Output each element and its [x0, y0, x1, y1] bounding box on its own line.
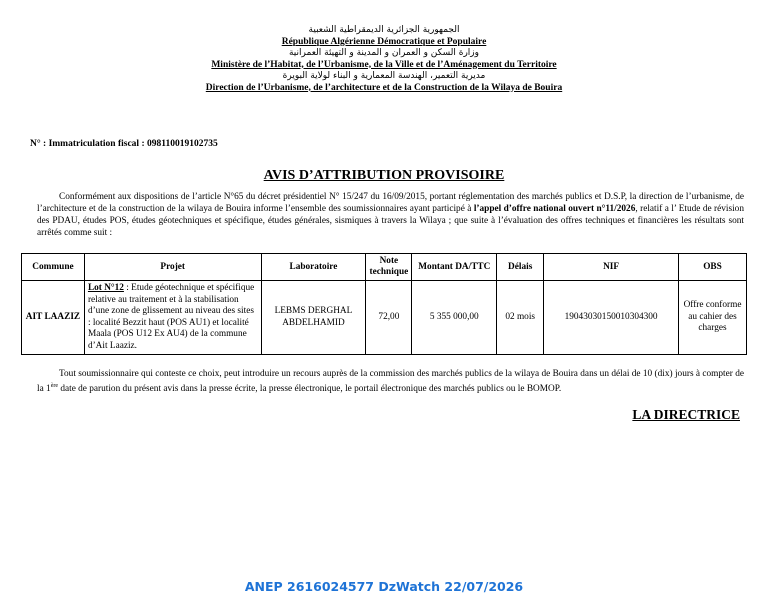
arabic-ministry: وزارة السكن و العمران و المدينة و التهيئة العمرانية [288, 48, 479, 58]
appeal-text-start: Tout soumissionnaire qui conteste ce choix, peut introduire un recours auprès de la commission des marchés publics de la wilaya de Bouira dans un délai de 10 (dix) jours à compter de la 1 [37, 369, 744, 395]
cell-delais: 02 mois [497, 281, 544, 355]
arabic-direction: مديرية التعمير، الهندسة المعمارية و البناء لولاية البويرة [282, 71, 486, 81]
cell-note: 72,00 [366, 281, 412, 355]
cell-laboratoire: LEBMS DERGHAL ABDELHAMID [261, 281, 366, 355]
document-header [0, 25, 768, 94]
cell-obs: Offre conforme au cahier des charges [679, 281, 747, 355]
header-laboratoire: Laboratoire [261, 254, 366, 281]
direction-name: Direction de l’Urbanisme, de l’architecture et de la Construction de la Wilaya de Bouira [205, 82, 563, 93]
arabic-republic: الجمهورية الجزائرية الديمقراطية الشعبية [308, 25, 460, 35]
appeal-paragraph [37, 368, 744, 395]
cell-montant: 5 355 000,00 [412, 281, 497, 355]
header-montant: Montant DA/TTC [412, 254, 497, 281]
cell-commune: AIT LAAZIZ [22, 281, 85, 355]
publication-footer: ANEP 2616024577 DzWatch 22/07/2026 [244, 579, 524, 594]
table-header-row [22, 254, 747, 281]
results-table [21, 253, 747, 355]
project-description: : Etude géotechnique et spécifique relative au traitement et à la stabilisation d’une zone de glissement au niveau des sites : localité Bezzit haut (POS AU1) et localité Maala (POS U12 Ex AU4) de la commune d’Ait Laaziz. [87, 283, 255, 351]
header-nif: NIF [544, 254, 679, 281]
cell-nif: 19043030150010304300 [544, 281, 679, 355]
header-note: Note technique [366, 254, 412, 281]
ordinal-suffix: ère [50, 383, 59, 389]
header-commune: Commune [22, 254, 85, 281]
lot-number: Lot N°12 [87, 283, 124, 293]
header-obs: OBS [679, 254, 747, 281]
signature-title: LA DIRECTRICE [632, 407, 740, 422]
tender-reference: l’appel d’offre national ouvert n°11/2026 [473, 204, 636, 214]
fiscal-id-line: N° : Immatriculation fiscal : 098110019102735 [30, 139, 218, 149]
cell-projet [84, 281, 261, 355]
republic-name: République Algérienne Démocratique et Populaire [281, 36, 487, 47]
intro-paragraph [37, 191, 744, 239]
intro-text-start: Conformément aux dispositions de l’article N°65 du décret présidentiel N° 15/247 du 16/09/2015, portant réglementation des marchés publics et D.S.P, la direction de l’urbanisme, de l’architecture et de la construction de la wilaya de Bouira informe l’ensemble des soumissionnaires ayant participé à [37, 192, 744, 214]
notice-title: AVIS D’ATTRIBUTION PROVISOIRE [263, 168, 505, 183]
ministry-name: Ministère de l’Habitat, de l’Urbanisme, de la Ville et de l’Aménagement du Territoire [211, 59, 557, 70]
header-projet: Projet [84, 254, 261, 281]
intro-text-end: , relatif a l’ Etude de révision des PDAU, études POS, études géotechniques et spécifique, études générales, sismiques à travers la Wilaya ; que suite à l’évaluation des offres techniques et financières les résultats sont arrêtés comme suit : [37, 204, 744, 238]
table-row [22, 281, 747, 355]
header-delais: Délais [497, 254, 544, 281]
appeal-text-end: date de parution du présent avis dans la presse écrite, la presse électronique, le portail électronique des marchés publics ou le BOMOP. [58, 384, 562, 395]
